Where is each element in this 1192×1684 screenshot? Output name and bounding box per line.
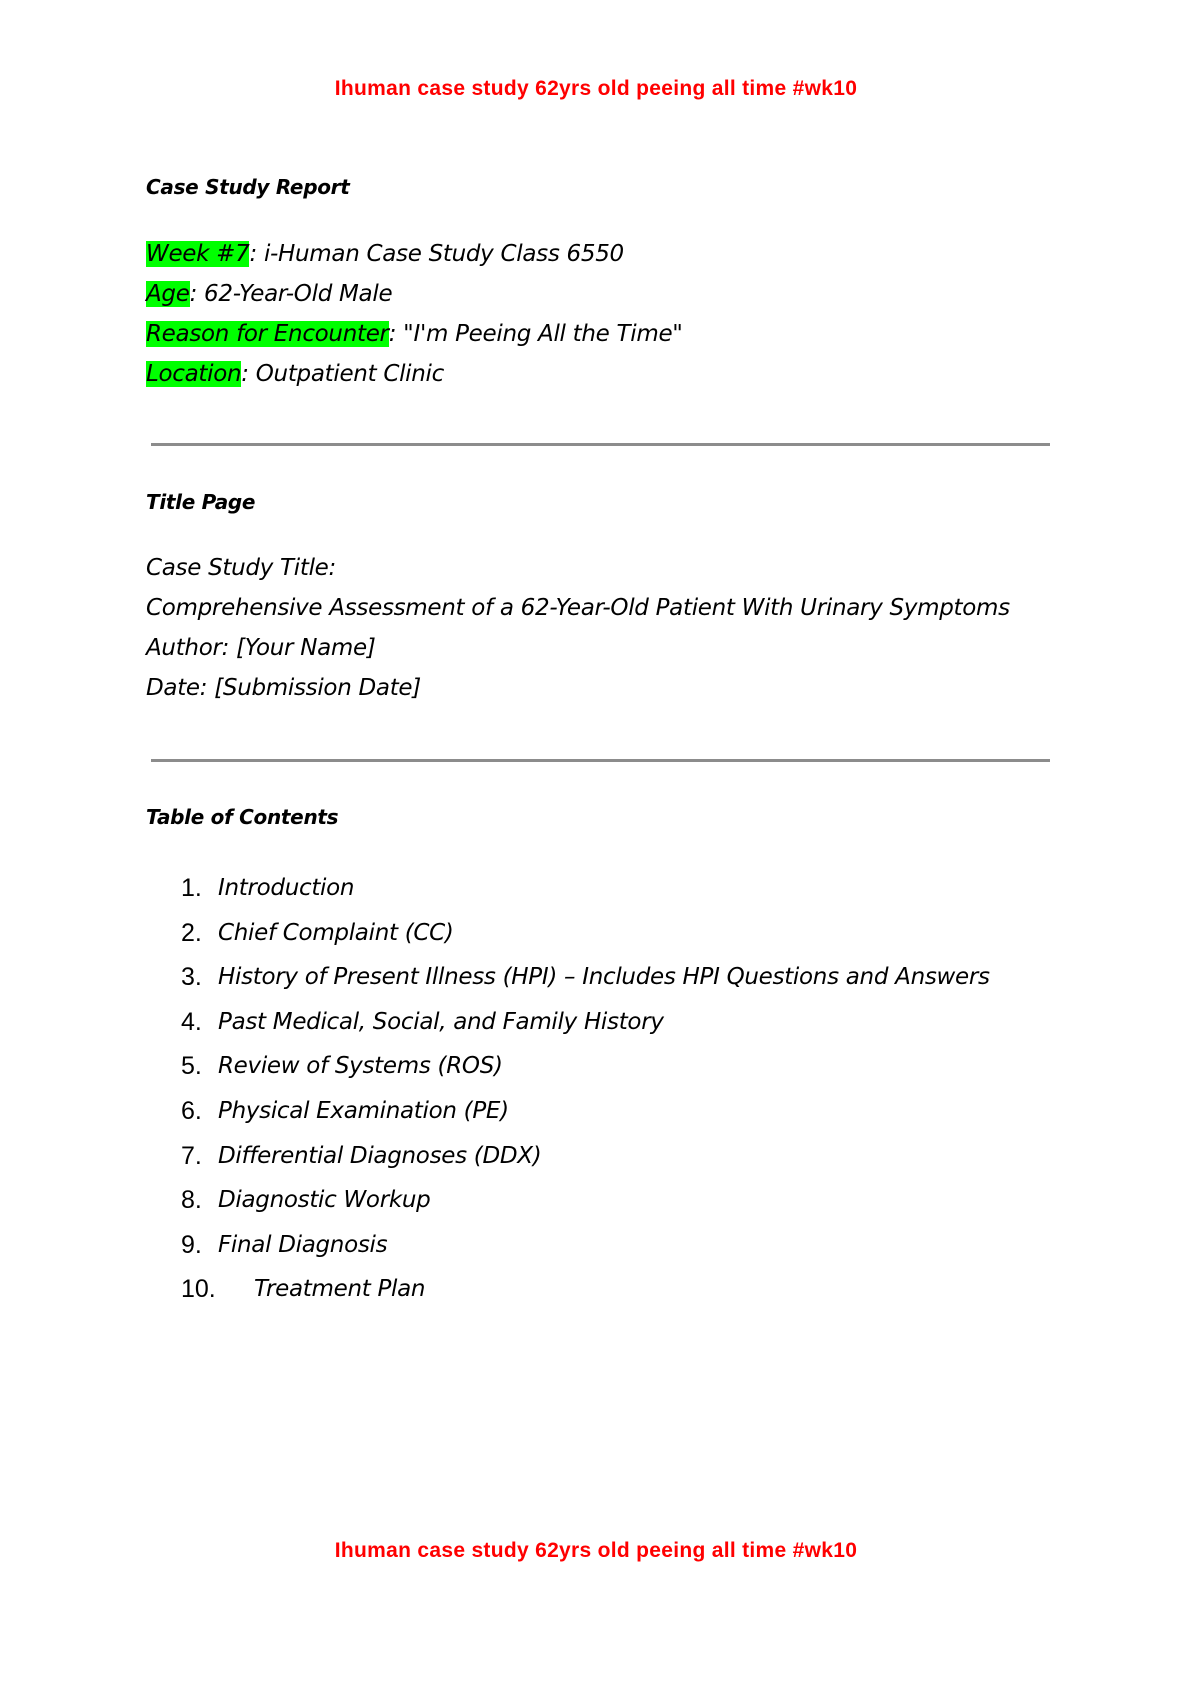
toc-number: 1. bbox=[181, 874, 202, 902]
toc-label: Review of Systems (ROS) bbox=[218, 1053, 503, 1080]
meta-week bbox=[146, 234, 683, 274]
case-title: Comprehensive Assessment of a 62-Year-Old Patient With Urinary Symptoms bbox=[146, 595, 1010, 621]
week-label: Week #7 bbox=[146, 241, 250, 267]
toc-item bbox=[0, 1267, 1192, 1312]
location-value: : Outpatient Clinic bbox=[241, 361, 444, 387]
week-value: : i-Human Case Study Class 6550 bbox=[249, 241, 624, 267]
toc-label: Treatment Plan bbox=[254, 1276, 426, 1303]
toc-number: 5. bbox=[181, 1052, 202, 1081]
meta-reason bbox=[146, 314, 683, 354]
table-of-contents bbox=[0, 866, 1192, 1312]
toc-item bbox=[0, 866, 1192, 911]
toc-number: 4. bbox=[181, 1007, 202, 1036]
toc-label: Physical Examination (PE) bbox=[218, 1097, 509, 1124]
divider-1 bbox=[151, 443, 1050, 446]
toc-item bbox=[0, 1089, 1192, 1134]
encounter-meta bbox=[146, 234, 683, 394]
banner-bottom: Ihuman case study 62yrs old peeing all time #wk10 bbox=[334, 1539, 858, 1562]
case-title-label: Case Study Title: bbox=[146, 555, 336, 581]
reason-value: : "I'm Peeing All the Time" bbox=[388, 321, 683, 347]
author-line: Author: [Your Name] bbox=[146, 635, 376, 661]
toc-number: 7. bbox=[181, 1141, 202, 1170]
toc-label: Chief Complaint (CC) bbox=[218, 919, 454, 946]
toc-label: Past Medical, Social, and Family History bbox=[218, 1008, 664, 1035]
toc-item bbox=[0, 911, 1192, 956]
meta-age bbox=[146, 274, 683, 314]
toc-number: 2. bbox=[181, 918, 202, 947]
age-value: : 62-Year-Old Male bbox=[189, 281, 393, 307]
toc-item bbox=[0, 1134, 1192, 1179]
age-label: Age bbox=[146, 281, 190, 307]
toc-number: 10. bbox=[181, 1275, 216, 1304]
toc-number: 9. bbox=[181, 1230, 202, 1259]
toc-label: Introduction bbox=[218, 875, 355, 901]
date-line: Date: [Submission Date] bbox=[146, 675, 421, 701]
toc-number: 8. bbox=[181, 1186, 202, 1215]
toc-item bbox=[0, 1178, 1192, 1223]
toc-item bbox=[0, 1223, 1192, 1268]
toc-heading: Table of Contents bbox=[146, 805, 339, 829]
divider-2 bbox=[151, 759, 1050, 762]
toc-label: History of Present Illness (HPI) – Includes HPI Questions and Answers bbox=[218, 964, 990, 991]
toc-number: 6. bbox=[181, 1096, 202, 1125]
toc-label: Differential Diagnoses (DDX) bbox=[218, 1142, 542, 1169]
reason-label: Reason for Encounter bbox=[146, 321, 389, 347]
meta-location bbox=[146, 354, 683, 394]
toc-label: Final Diagnosis bbox=[218, 1231, 388, 1258]
report-heading: Case Study Report bbox=[146, 175, 350, 199]
toc-number: 3. bbox=[181, 963, 202, 992]
location-label: Location bbox=[146, 361, 242, 387]
toc-label: Diagnostic Workup bbox=[218, 1187, 431, 1214]
toc-item bbox=[0, 955, 1192, 1000]
title-page-block bbox=[146, 548, 1010, 708]
toc-item bbox=[0, 1000, 1192, 1045]
toc-item bbox=[0, 1044, 1192, 1089]
banner-top: Ihuman case study 62yrs old peeing all time #wk10 bbox=[334, 77, 858, 100]
title-page-heading: Title Page bbox=[146, 490, 256, 514]
